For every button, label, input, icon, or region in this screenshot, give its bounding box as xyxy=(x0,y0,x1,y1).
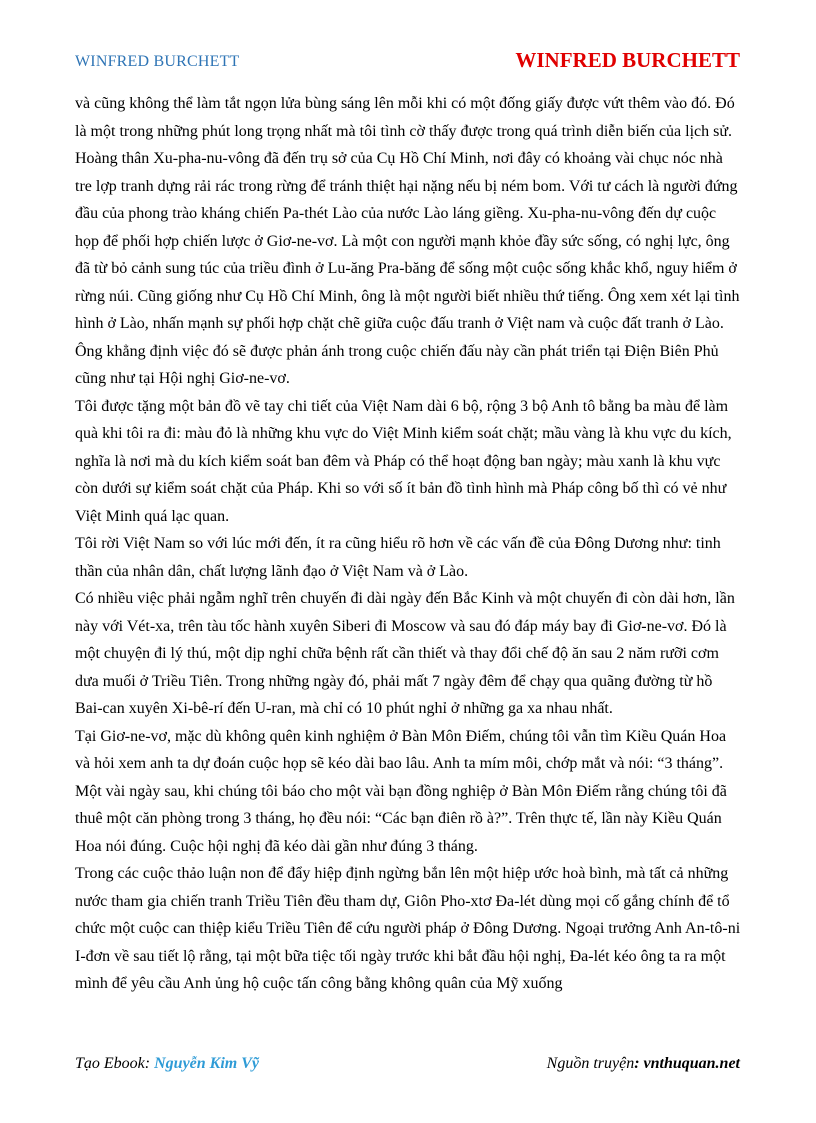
footer-ebook-credit xyxy=(75,1055,259,1073)
paragraph-4: Tôi rời Việt Nam so với lúc mới đến, ít ra cũng hiểu rõ hơn về các vấn đề của Đông Dương như: tinh thần của nhân dân, chất lượng lãnh đạo ở Việt Nam và ở Lào. xyxy=(75,535,721,580)
footer-ebook-author: Nguyễn Kim Vỹ xyxy=(154,1055,259,1072)
paragraph-3: Tôi được tặng một bản đồ vẽ tay chi tiết của Việt Nam dài 6 bộ, rộng 3 bộ Anh tô bằng ba màu để làm quà khi tôi ra đi: màu đỏ là những khu vực do Việt Minh kiểm soát chặt; mầu vàng là khu vực du kích, nghĩa là nơi mà du kích kiểm soát ban đêm và Pháp có thể hoạt động ban ngày; màu xanh là khu vực còn dưới sự kiểm soát chặt của Pháp. Khi so với số ít bản đồ tình hình mà Pháp công bố thì có vẻ như Việt Minh quá lạc quan. xyxy=(75,397,732,525)
paragraph-2: Hoàng thân Xu-pha-nu-vông đã đến trụ sở của Cụ Hồ Chí Minh, nơi đây có khoảng vài chục nóc nhà tre lợp tranh dựng rải rác trong rừng để tránh thiệt hại nặng nếu bị ném bom. Với tư cách là người đứng đầu của phong trào kháng chiến Pa-thét Lào của nước Lào láng giềng. Xu-pha-nu-vông đến dự cuộc họp để phối hợp chiến lược ở Giơ-ne-vơ. Là một con người mạnh khỏe đầy sức sống, có nghị lực, ông đã từ bỏ cảnh sung túc của triều đình ở Lu-ăng Pra-băng để sống một cuộc sống khắc khổ, nguy hiểm ở rừng núi. Cũng giống như Cụ Hồ Chí Minh, ông là một người biết nhiều thứ tiếng. Ông xem xét lại tình hình ở Lào, nhấn mạnh sự phối hợp chặt chẽ giữa cuộc đấu tranh ở Việt nam và cuộc đất tranh ở Lào. Ông khẳng định việc đó sẽ được phản ánh trong cuộc chiến đấu này cần phát triển tại Điện Biên Phủ cũng như tại Hội nghị Giơ-ne-vơ. xyxy=(75,150,740,387)
header-title-left: WINFRED BURCHETT xyxy=(75,53,240,70)
paragraph-1: và cũng không thể làm tắt ngọn lửa bùng sáng lên mỗi khi có một đống giấy được vứt thêm vào đó. Đó là một trong những phút long trọng nhất mà tôi tình cờ thấy được trong quá trình diễn biến của lịch sử. xyxy=(75,95,735,140)
footer-source-site: vnthuquan.net xyxy=(643,1055,740,1072)
footer-source-credit xyxy=(547,1055,740,1073)
footer-source-separator: : xyxy=(634,1055,644,1072)
paragraph-6: Tại Giơ-ne-vơ, mặc dù không quên kinh nghiệm ở Bàn Môn Điếm, chúng tôi vẫn tìm Kiều Quán Hoa và hỏi xem anh ta dự đoán cuộc họp sẽ kéo dài bao lâu. Anh ta mím môi, chớp mắt và nói: “3 tháng”. Một vài ngày sau, khi chúng tôi báo cho một vài bạn đồng nghiệp ở Bàn Môn Điếm rằng chúng tôi đã thuê một căn phòng trong 3 tháng, họ đều nói: “Các bạn điên rồ à?”. Trên thực tế, lần này Kiều Quán Hoa nói đúng. Cuộc hội nghị đã kéo dài gần như đúng 3 tháng. xyxy=(75,727,727,855)
document-body xyxy=(75,90,741,998)
header-title-right: WINFRED BURCHETT xyxy=(515,48,740,72)
footer-ebook-separator: : xyxy=(144,1055,155,1072)
footer-source-label: Nguồn truyện xyxy=(546,1055,635,1072)
footer-ebook-label: Tạo Ebook xyxy=(75,1055,145,1072)
paragraph-7: Trong các cuộc thảo luận non để đẩy hiệp định ngừng bắn lên một hiệp ước hoà bình, mà tất cả những nước tham gia chiến tranh Triều Tiên đều tham dự, Giôn Pho-xtơ Đa-lét dùng mọi cố gắng chính để tổ chức một cuộc can thiệp kiểu Triều Tiên để cứu người pháp ở Đông Dương. Ngoại trưởng Anh An-tô-ni I-đơn về sau tiết lộ rằng, tại một bữa tiệc tối ngày trước khi bắt đầu hội nghị, Đa-lét kéo ông ta ra một mình để yêu cầu Anh ủng hộ cuộc tấn công bằng không quân của Mỹ xuống xyxy=(75,865,741,992)
paragraph-5: Có nhiều việc phải ngẫm nghĩ trên chuyến đi dài ngày đến Bắc Kinh và một chuyến đi còn dài hơn, lần này với Vét-xa, trên tàu tốc hành xuyên Siberi đi Moscow và sau đó đáp máy bay đi Giơ-ne-vơ. Đó là một chuyện đi lý thú, một dịp nghỉ chữa bệnh rất cần thiết và thay đổi chế độ ăn sau 2 năm rưỡi cơm dưa muối ở Triều Tiên. Trong những ngày đó, phải mất 7 ngày đêm để chạy qua quãng đường từ hồ Bai-can xuyên Xi-bê-rí đến U-ran, mà chỉ có 10 phút nghỉ ở những ga xa nhau nhất. xyxy=(75,590,735,717)
